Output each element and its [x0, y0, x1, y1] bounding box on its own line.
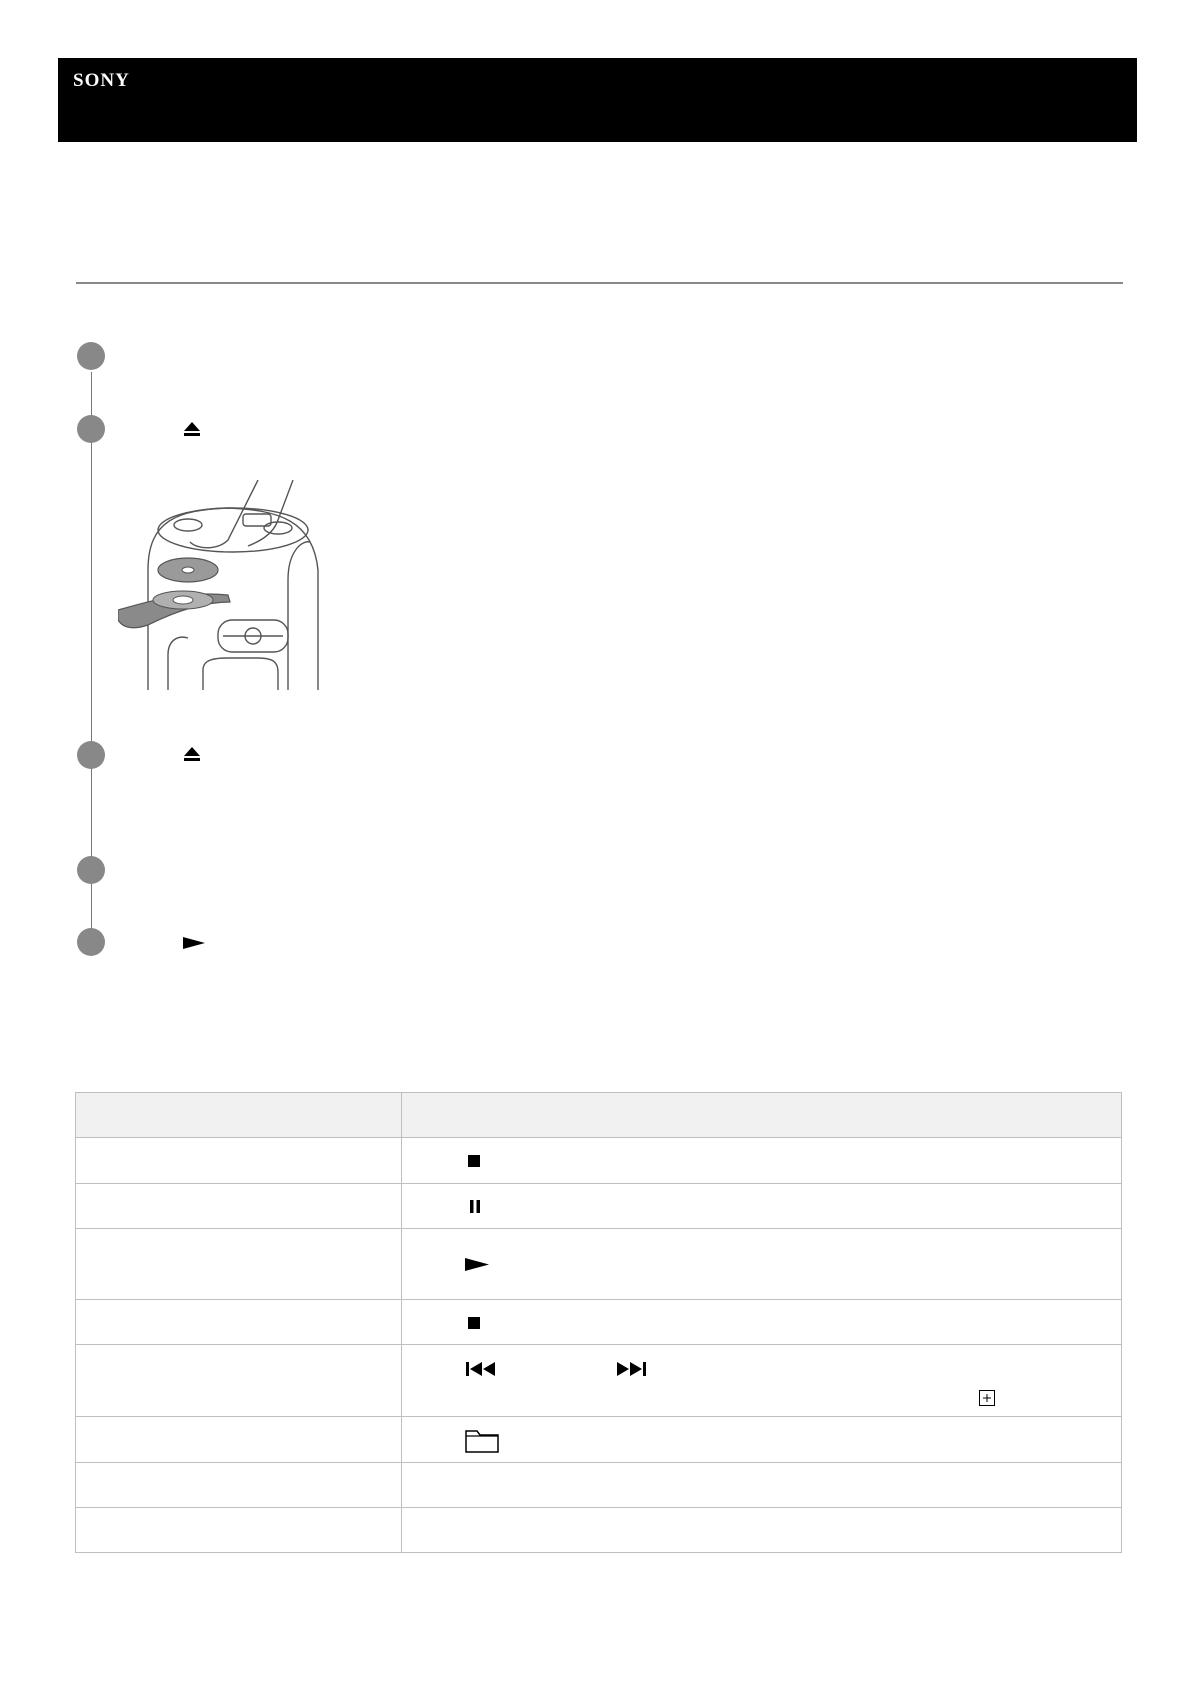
- title-divider: [76, 282, 1123, 284]
- pause-icon: [469, 1200, 481, 1213]
- play-icon: [465, 1258, 489, 1271]
- operations-table: [75, 1092, 1122, 1553]
- table-row: [76, 1184, 1121, 1229]
- previous-track-icon: [466, 1362, 496, 1376]
- plus-box-icon: [979, 1390, 995, 1406]
- table-row: [76, 1229, 1121, 1300]
- cd-insertion-illustration: [118, 480, 344, 690]
- table-row: [76, 1138, 1121, 1184]
- stop-icon: [468, 1155, 480, 1167]
- table-row: [76, 1463, 1121, 1508]
- next-track-icon: [617, 1362, 647, 1376]
- table-row: [76, 1417, 1121, 1463]
- table-column-divider: [401, 1093, 402, 1552]
- steps-timeline: [91, 372, 92, 937]
- stop-icon: [468, 1317, 480, 1329]
- step-1-marker: [77, 342, 105, 370]
- step-5-marker: [77, 928, 105, 956]
- table-row: [76, 1300, 1121, 1345]
- table-row: [76, 1508, 1121, 1554]
- header-bar: [58, 58, 1137, 142]
- step-2-marker: [77, 415, 105, 443]
- step-4-marker: [77, 856, 105, 884]
- eject-icon: [183, 746, 201, 762]
- play-icon: [183, 937, 205, 949]
- table-header-row: [76, 1093, 1121, 1138]
- sony-logo: SONY: [73, 70, 130, 91]
- eject-icon: [183, 421, 201, 437]
- step-3-marker: [77, 741, 105, 769]
- table-row: [76, 1345, 1121, 1417]
- folder-icon: [465, 1429, 499, 1453]
